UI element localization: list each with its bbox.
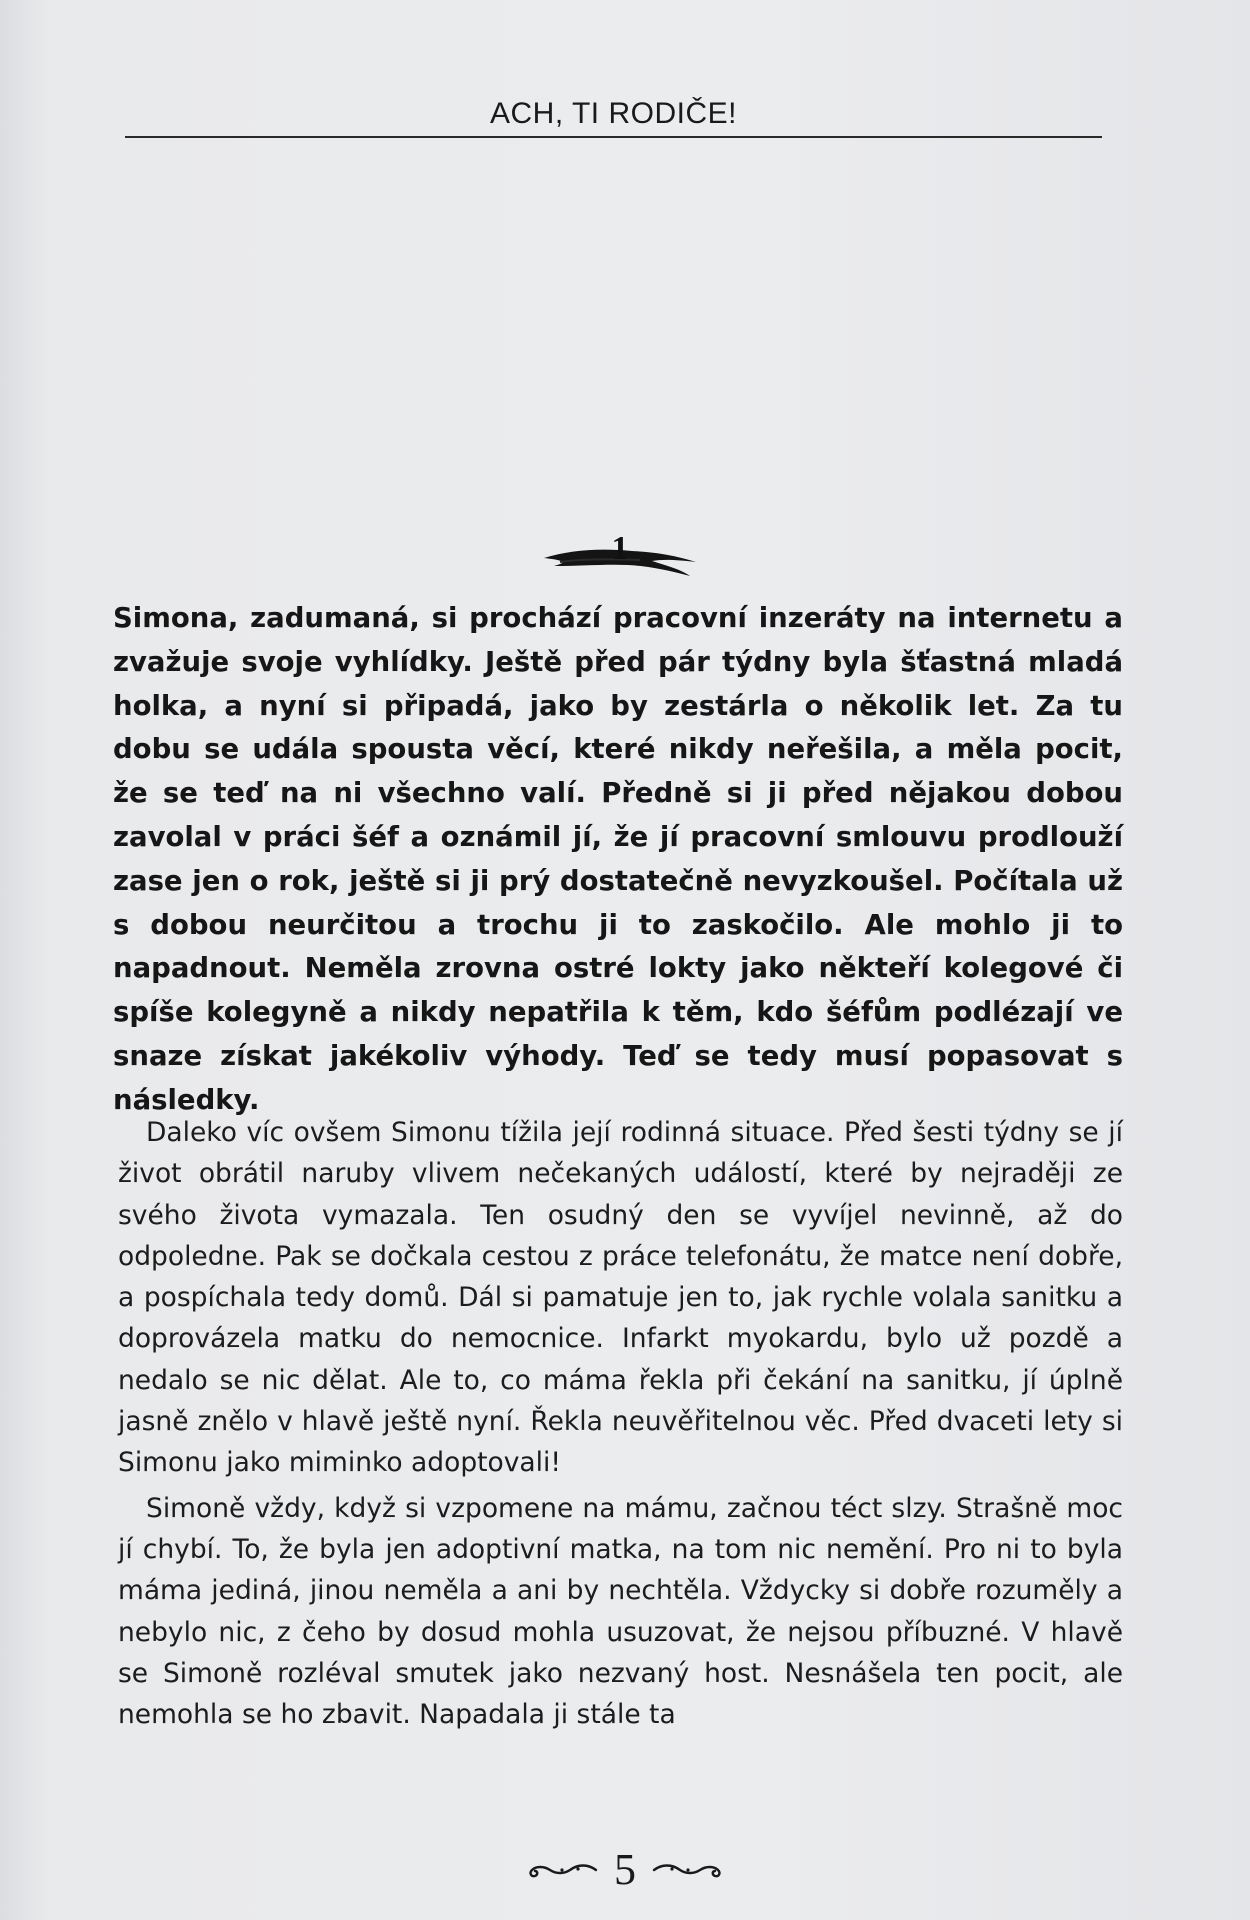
swirl-ornament-icon: [650, 1858, 728, 1882]
body-paragraph: Simoně vždy, když si vzpomene na mámu, začnou téct slzy. Strašně moc jí chybí. To, že byla jen adoptivní matka, na tom nic nemění. Pro ni to byla máma jediná, jinou neměla a ani by nechtěla. Vždycky si dobře rozuměly a nebylo nic, z čeho by dosud mohla usuzovat, že nejsou příbuzné. V hlavě se Simoně rozléval smutek jako nezvaný host. Nesnášela ten pocit, ale nemohla se ho zbavit. Napadala ji stále ta: [118, 1492, 1123, 1731]
lead-paragraph: Simona, zadumaná, si prochází pracovní inzeráty na internetu a zvažuje svoje vyhlídky. Ještě před pár týdny byla šťastná mladá holka, a nyní si připadá, jako by zestárla o několik let. Za tu dobu se udála spousta věcí, které nikdy neřešila, a měla pocit, že se teď na ni všechno valí. Předně si ji před nějakou dobou zavolal v práci šéf a oznámil jí, že jí pracovní smlouvu prodlouží zase jen o rok, ještě si ji prý dostatečně nevyzkoušel. Počítala už s dobou neurčitou a trochu ji to zaskočilo. Ale mohlo ji to napadnout. Neměla zrovna ostré lokty jako někteří kolegové či spíše kolegyně a nikdy nepatřila k těm, kdo šéfům podlézají ve snaze získat jakékoliv výhody. Teď se tedy musí popasovat s následky.: [113, 602, 1123, 1116]
page-footer: [0, 1842, 1250, 1898]
chapter-marker: [540, 532, 700, 580]
running-header: ACH, TI RODIČE!: [125, 92, 1102, 138]
body-paragraph: Daleko víc ovšem Simonu tížila její rodinná situace. Před šesti týdny se jí život obrátil naruby vlivem nečekaných událostí, které by nejraději ze svého života vymazala. Ten osudný den se vyvíjel nevinně, až do odpoledne. Pak se dočkala cestou z práce telefonátu, že matce není dobře, a pospíchala tedy domů. Dál si pamatuje jen to, jak rychle volala sanitku a doprovázela matku do nemocnice. Infarkt myokardu, bylo už pozdě a nedalo se nic dělat. Ale to, co máma řekla při čekání na sanitku, jí úplně jasně znělo v hlavě ještě nyní. Řekla neuvěřitelnou věc. Před dvaceti lety si Simonu jako miminko adoptovali!: [118, 1117, 1123, 1479]
chapter-number: 1: [611, 530, 629, 567]
swirl-ornament-icon: [522, 1858, 600, 1882]
page-number: 5: [614, 1845, 636, 1894]
body-text: [118, 1112, 1123, 1739]
